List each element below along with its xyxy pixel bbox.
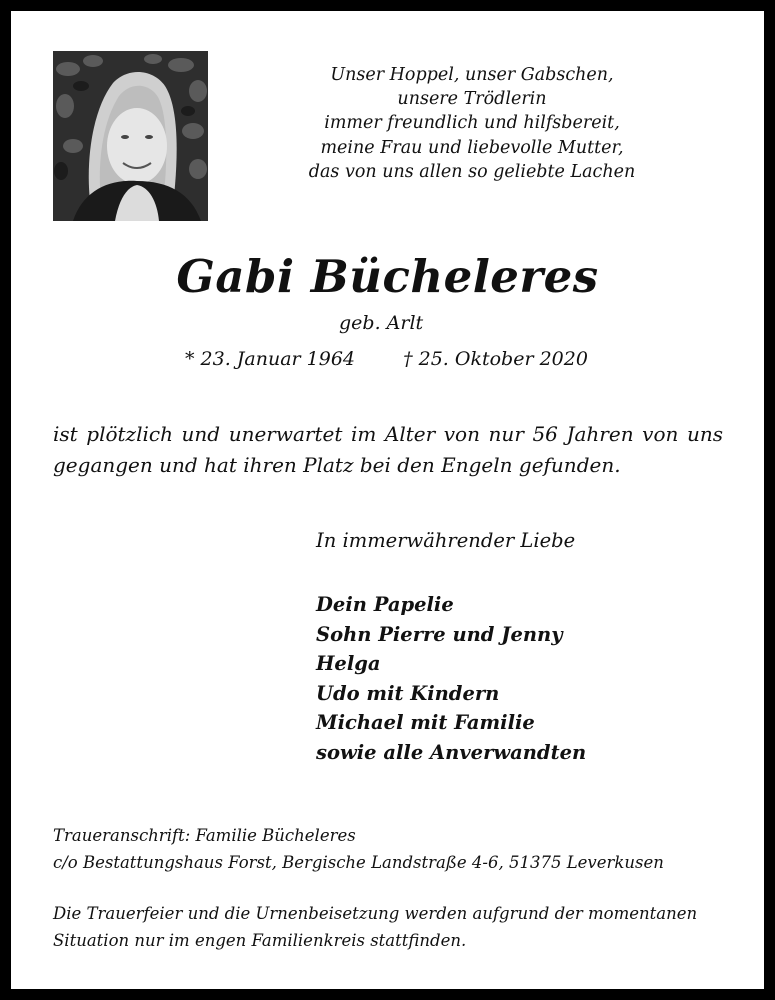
- announcement-line: ist plötzlich und unerwartet im Alter von nur 56 Jahren von uns: [53, 422, 723, 446]
- funeral-notice: [53, 900, 733, 954]
- poem-line: das von uns allen so geliebte Lachen: [308, 161, 636, 182]
- address-line: Traueranschrift: Familie Bücheleres: [53, 826, 356, 845]
- poem-line: unsere Trödlerin: [397, 89, 547, 110]
- poem-line: meine Frau und liebevolle Mutter,: [320, 137, 624, 158]
- mourner-item: sowie alle Anverwandten: [316, 740, 587, 764]
- mourning-address: [53, 822, 664, 876]
- memorial-poem: [281, 63, 663, 184]
- mourners-list: [316, 590, 586, 768]
- deceased-name: Gabi Bücheleres: [176, 250, 599, 303]
- portrait-photo: [53, 51, 208, 221]
- closing-phrase: In immerwährender Liebe: [316, 529, 576, 552]
- notice-line: Die Trauerfeier und die Urnenbeisetzung werden aufgrund der momentanen: [53, 904, 698, 923]
- life-dates: [185, 348, 588, 370]
- announcement-line: gegangen und hat ihren Platz bei den Engeln gefunden.: [53, 453, 621, 477]
- death-date: † 25. Oktober 2020: [403, 348, 588, 370]
- portrait-image: [53, 51, 208, 221]
- notice-line: Situation nur im engen Familienkreis stattfinden.: [53, 931, 467, 950]
- mourner-item: Udo mit Kindern: [316, 681, 500, 705]
- birth-date: * 23. Januar 1964: [185, 348, 356, 370]
- mourner-item: Dein Papelie: [316, 593, 454, 616]
- poem-line: immer freundlich und hilfsbereit,: [324, 113, 620, 134]
- birth-name: geb. Arlt: [339, 312, 424, 334]
- mourner-item: Michael mit Familie: [316, 711, 535, 735]
- mourner-item: Sohn Pierre und Jenny: [316, 622, 563, 646]
- mourner-item: Helga: [316, 652, 381, 676]
- address-line: c/o Bestattungshaus Forst, Bergische Landstraße 4-6, 51375 Leverkusen: [53, 853, 664, 872]
- poem-line: Unser Hoppel, unser Gabschen,: [330, 65, 614, 85]
- announcement-text: [53, 419, 723, 481]
